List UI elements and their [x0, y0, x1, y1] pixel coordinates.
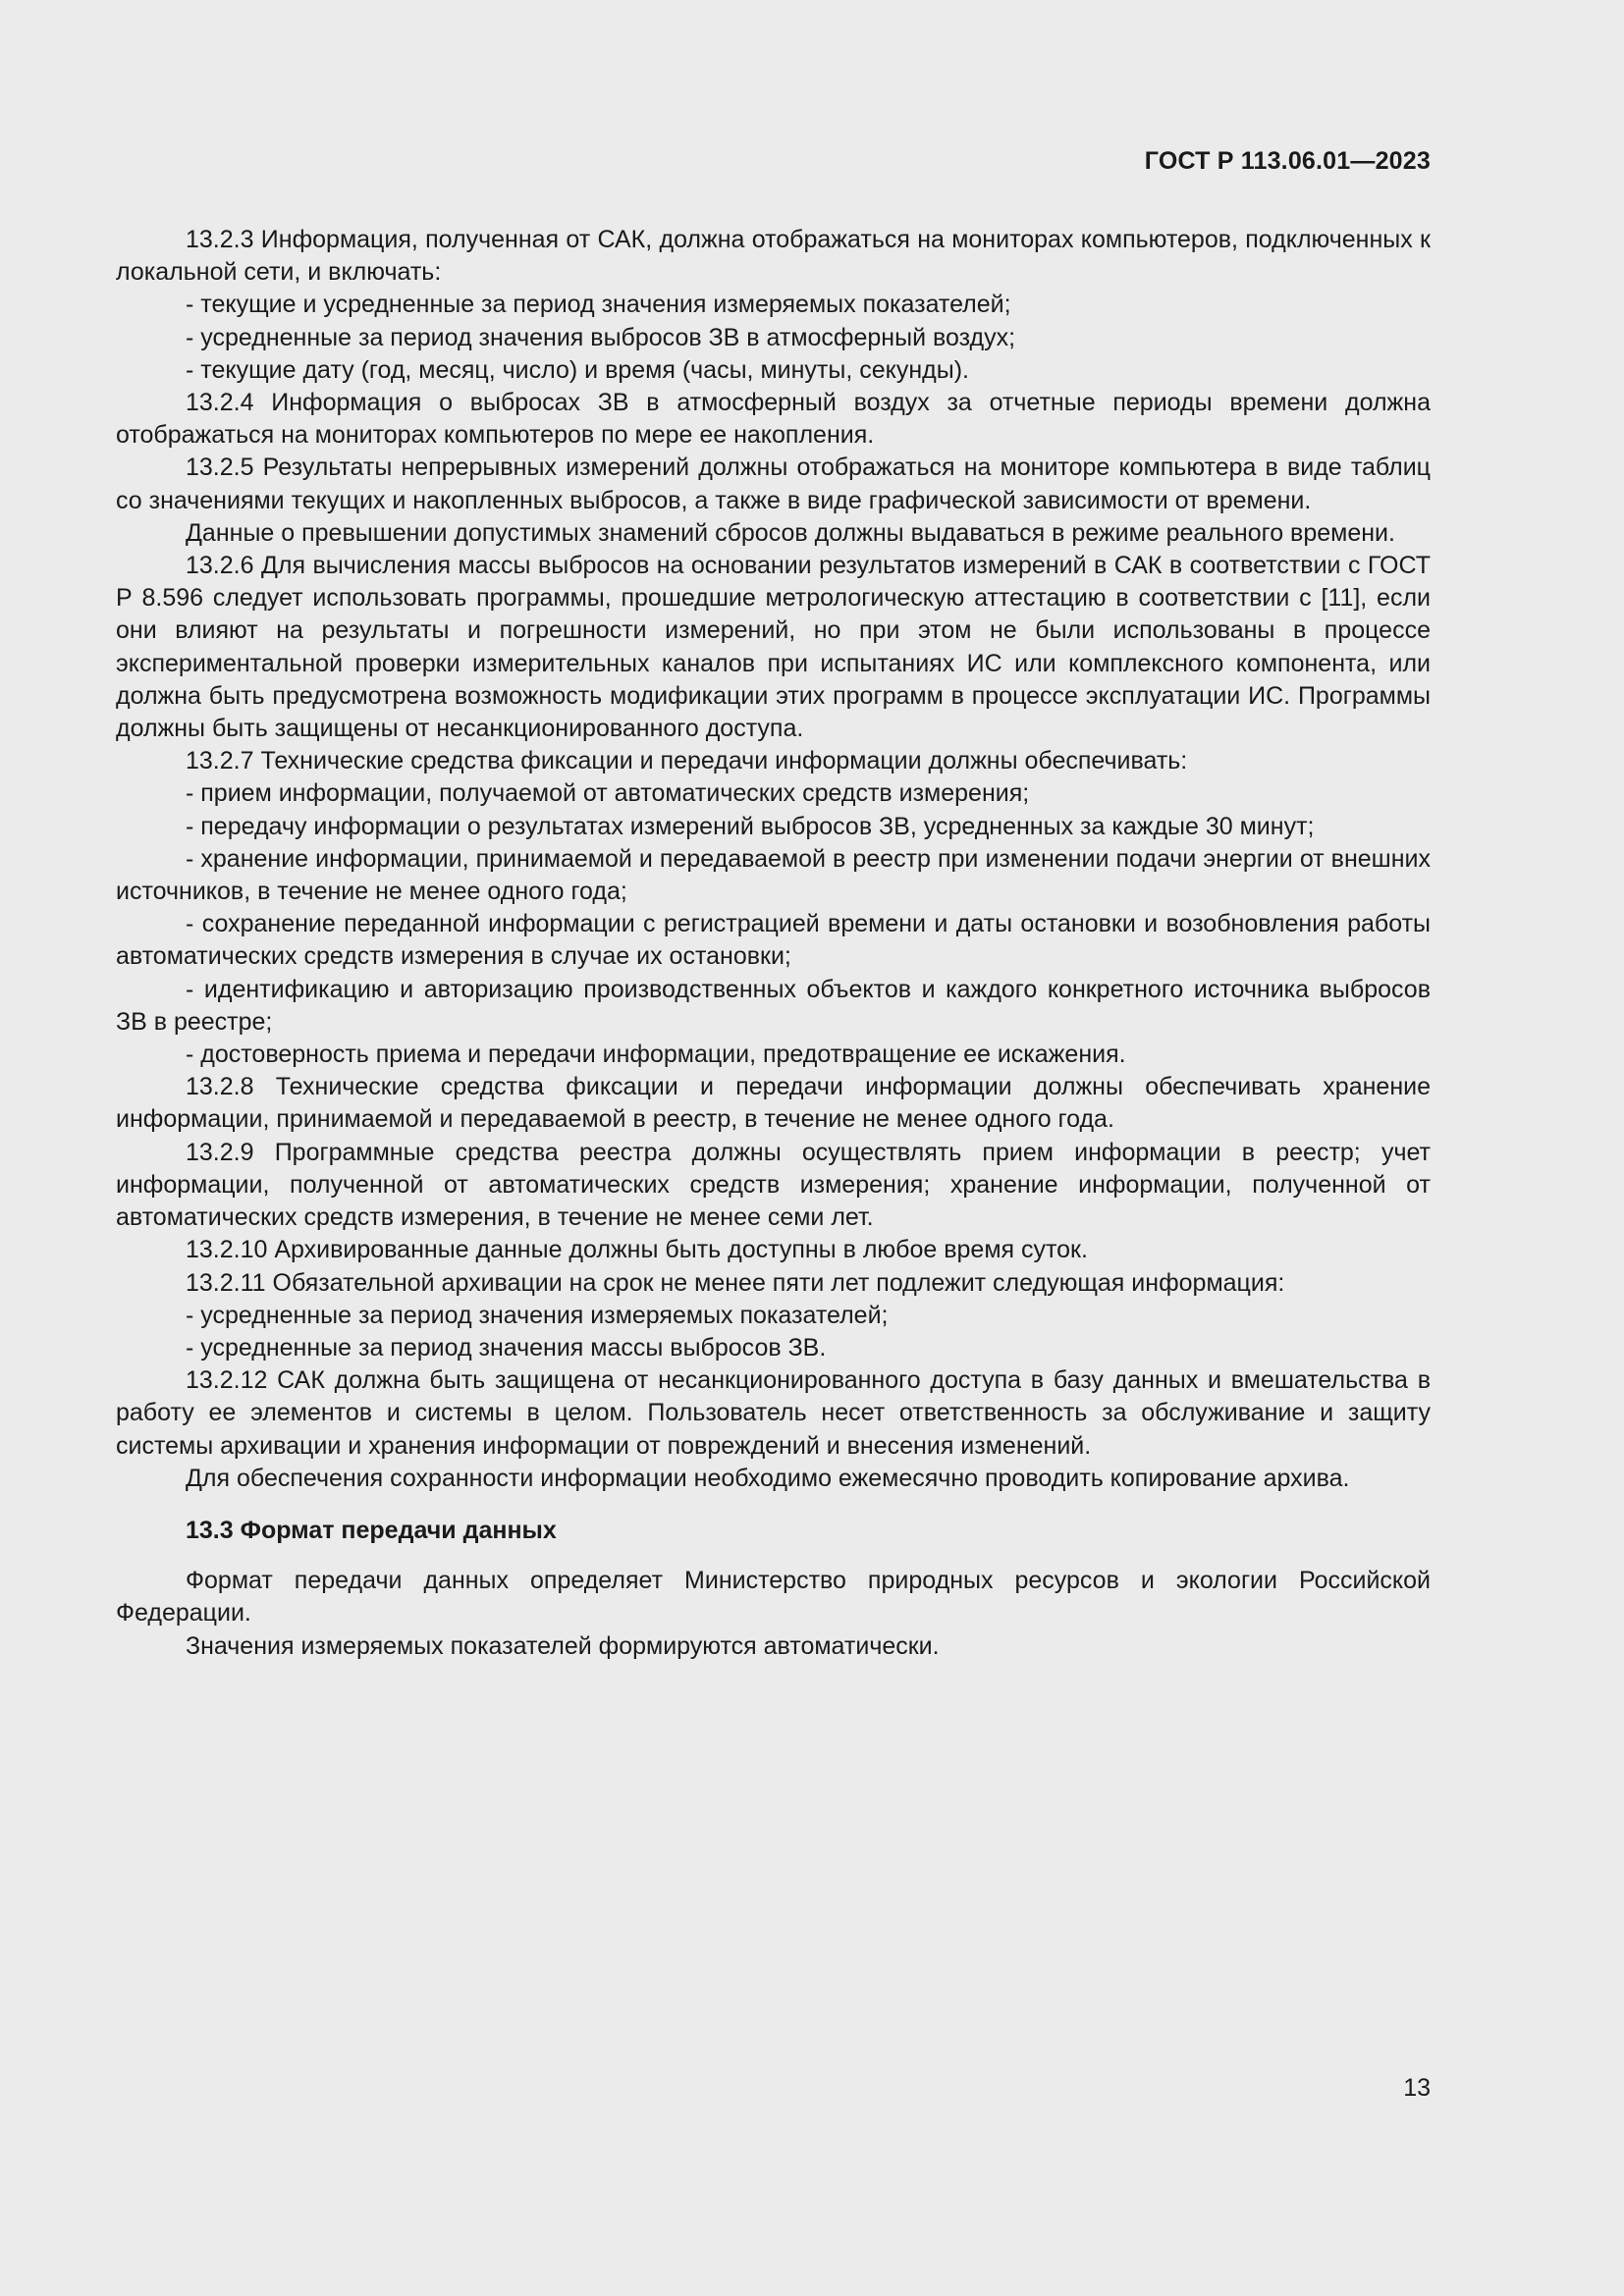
paragraph-13-2-8: 13.2.8 Технические средства фиксации и передачи информации должны обеспечивать хранение информации, принимаемой и передаваемой в реестр, в течение не менее одного года.: [116, 1073, 1431, 1134]
list-item: - достоверность приема и передачи информации, предотвращение ее искажения.: [186, 1041, 1126, 1069]
list-item: - прием информации, получаемой от автоматических средств измерения;: [186, 779, 1030, 808]
document-body: [116, 224, 1431, 1663]
list-item: - сохранение переданной информации с регистрацией времени и даты остановки и возобновления работы автоматических средств измерения в случае их остановки;: [116, 910, 1431, 971]
list-item: - передачу информации о результатах измерений выбросов ЗВ, усредненных за каждые 30 минут;: [186, 812, 1315, 840]
page-number: 13: [1403, 2074, 1431, 2102]
paragraph: Данные о превышении допустимых знамений сбросов должны выдаваться в режиме реального времени.: [186, 518, 1395, 547]
list-item: - усредненные за период значения измеряемых показателей;: [186, 1301, 889, 1329]
list-item: - усредненные за период значения массы выбросов ЗВ.: [186, 1333, 827, 1362]
paragraph-13-2-11: 13.2.11 Обязательной архивации на срок не менее пяти лет подлежит следующая информация:: [186, 1268, 1285, 1297]
paragraph: Значения измеряемых показателей формируются автоматически.: [186, 1631, 940, 1660]
list-item: - текущие и усредненные за период значения измеряемых показателей;: [186, 291, 1011, 319]
list-item: - текущие дату (год, месяц, число) и время (часы, минуты, секунды).: [186, 355, 969, 384]
paragraph-13-2-4: 13.2.4 Информация о выбросах ЗВ в атмосферный воздух за отчетные периоды времени должна отображаться на мониторах компьютеров по мере ее накопления.: [116, 389, 1431, 450]
paragraph: Формат передачи данных определяет Министерство природных ресурсов и экологии Российской Федерации.: [116, 1567, 1431, 1628]
paragraph-13-2-12: 13.2.12 САК должна быть защищена от несанкционированного доступа в базу данных и вмешательства в работу ее элементов и системы в целом. Пользователь несет ответственность за обслуживание и защиту системы архивации и хранения информации от повреждений и внесения изменений.: [116, 1366, 1431, 1460]
list-item: - идентификацию и авторизацию производственных объектов и каждого конкретного источника выбросов ЗВ в реестре;: [116, 975, 1431, 1036]
paragraph-13-2-5: 13.2.5 Результаты непрерывных измерений должны отображаться на мониторе компьютера в виде таблиц со значениями текущих и накопленных выбросов, а также в виде графической зависимости от времени.: [116, 454, 1431, 514]
paragraph: Для обеспечения сохранности информации необходимо ежемесячно проводить копирование архива.: [186, 1464, 1350, 1492]
paragraph-13-2-7: 13.2.7 Технические средства фиксации и передачи информации должны обеспечивать:: [186, 747, 1188, 775]
paragraph-13-2-9: 13.2.9 Программные средства реестра должны осуществлять прием информации в реестр; учет информации, полученной от автоматических средств измерения; хранение информации, полученной от автоматических средств измерения, в течение не менее семи лет.: [116, 1138, 1431, 1232]
list-item: - усредненные за период значения выбросов ЗВ в атмосферный воздух;: [186, 323, 1016, 351]
paragraph-13-2-10: 13.2.10 Архивированные данные должны быть доступны в любое время суток.: [186, 1236, 1088, 1264]
list-item: - хранение информации, принимаемой и передаваемой в реестр при изменении подачи энергии от внешних источников, в течение не менее одного года;: [116, 844, 1431, 906]
paragraph-13-2-3: 13.2.3 Информация, полученная от САК, должна отображаться на мониторах компьютеров, подключенных к локальной сети, и включать:: [116, 226, 1431, 287]
document-code: ГОСТ Р 113.06.01—2023: [1144, 147, 1431, 175]
paragraph-13-2-6: 13.2.6 Для вычисления массы выбросов на основании результатов измерений в САК в соответствии с ГОСТ Р 8.596 следует использовать программы, прошедшие метрологическую аттестацию в соответствии с [11], если они влияют на результаты и погрешности измерений, но при этом не были использованы в процессе экспериментальной проверки измерительных каналов при испытаниях ИС или комплексного компонента, или должна быть предусмотрена возможность модификации этих программ в процессе эксплуатации ИС. Программы должны быть защищены от несанкционированного доступа.: [116, 552, 1431, 743]
section-heading: 13.3 Формат передачи данных: [186, 1516, 557, 1544]
